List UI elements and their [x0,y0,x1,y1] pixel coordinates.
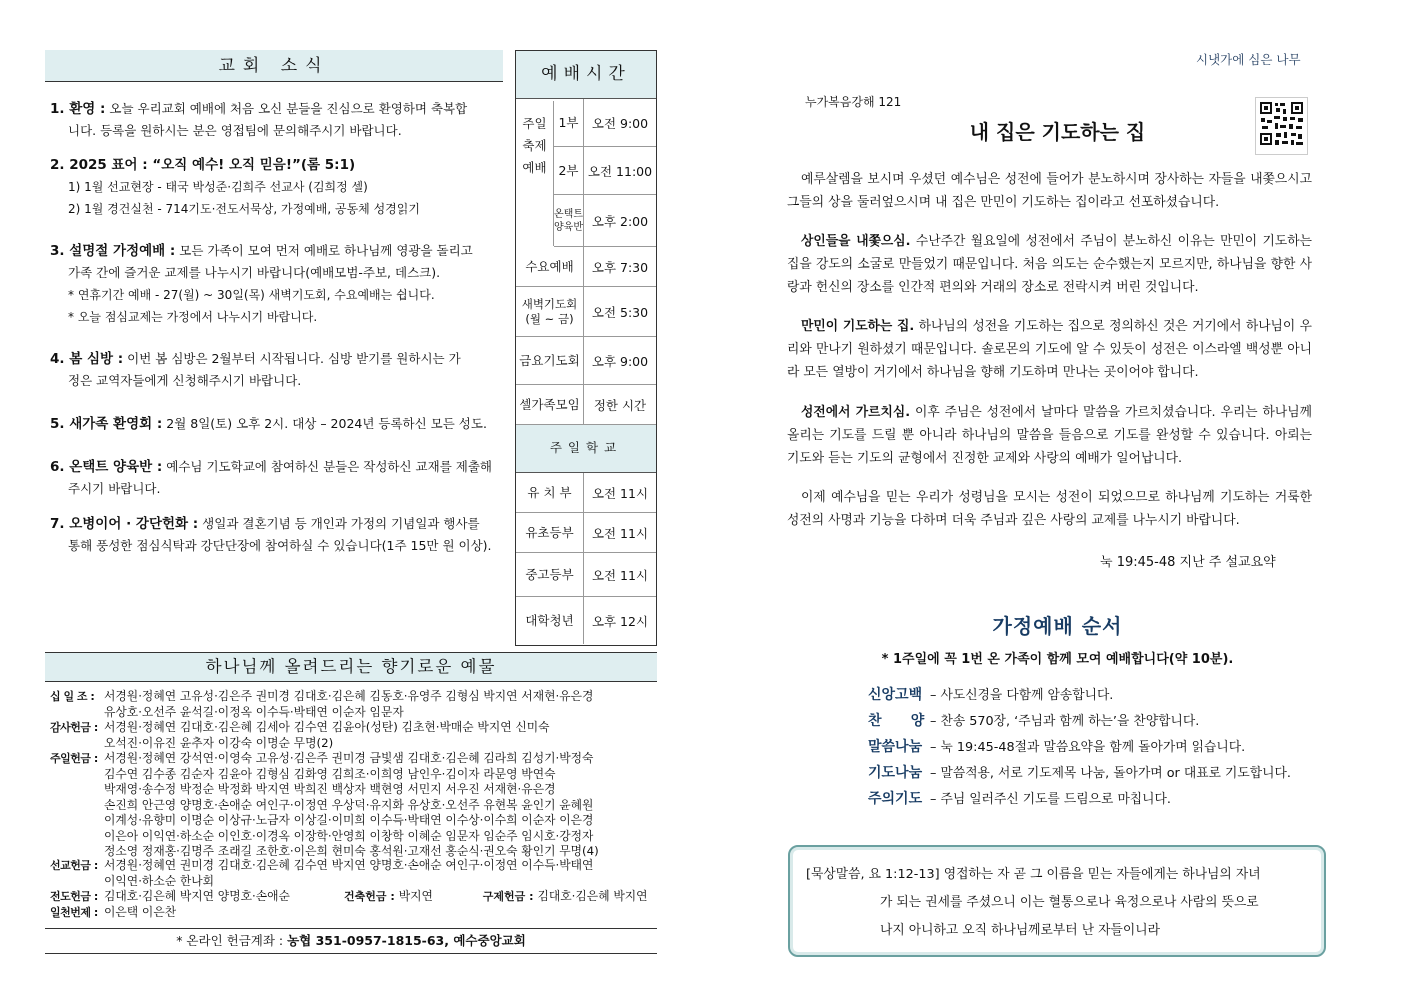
sermon-text: 이후 주님은 성전에서 날마다 말씀을 가르치셨습니다. 우리는 하나님께 올리는 기도를 드릴 뿐 아니라 하나님의 말씀을 들음으로 기도를 완성할 수 있습니다. 아뢰는 기도와 듣는 기도의 균형에서 진정한 교제와 사랑의 예배가 일어납니다. [787,405,1312,466]
offering-names [104,689,660,720]
news-item-cont: 니다. 등록을 원하시는 분은 영접팀에 문의해주시기 바랍니다. [68,123,402,138]
offering-header: 하나님께 올려드리는 향기로운 예물 [45,652,657,682]
sermon-title: 내 집은 기도하는 집 [969,120,1146,144]
schedule-label: 중고등부 [516,553,584,596]
offering-line: 이은아 이익연·하소순 이인호·이경옥 이장학·안영희 이창학 이혜순 임문자 임순주 임시호·강정자 [104,828,594,843]
news-item-ontact [50,456,500,500]
sermon-paragraph [787,401,1312,470]
sermon-reference: 눅 19:45-48 지난 주 설교요약 [1100,555,1276,570]
offering-misc [50,889,660,905]
sermon-heading: 만민이 기도하는 집. [801,319,915,334]
offering-names [104,858,660,889]
account-prefix: * 온라인 헌금계좌 : [176,933,284,948]
news-item-sub: * 연휴기간 예배 - 27(월) ~ 30일(목) 새벽기도회, 수요예배는 쉽니다. [68,288,435,302]
schedule-row [554,195,656,247]
schedule-time: 오전 11:00 [587,163,653,179]
news-item-text: 2월 8일(토) 오후 2시. 대상 – 2024년 등록하신 모든 성도. [166,416,487,431]
offering-line: 손진희 안근영 양명호·손애순 여인구·이정연 우상덕·유지화 유상호·오선주 유현복 윤인기 윤혜원 [104,797,594,812]
schedule-header: 예배시간 [516,51,656,99]
news-item-sub: 1) 1월 선교현장 - 태국 박성준·김희주 선교사 (김희정 셀) [68,180,368,194]
offering-names [104,751,660,860]
worship-step-text: – 찬송 570장, ‘주님과 함께 하는’을 찬양합니다. [930,714,1200,729]
schedule-label: 금요기도회 [516,337,584,384]
schedule-row [516,337,656,385]
worship-step [868,762,1291,782]
offering-thanks [50,720,660,751]
sermon-text: 수난주간 월요일에 성전에서 주님이 분노하신 이유는 만민이 기도하는 집을 강도의 소굴로 만들었기 때문입니다. 처음 의도는 순수했는지 모르지만, 하나님을 향한 사랑과 헌신의 장소를 인간적 편의와 거래의 장소로 전락시켜 버린 것입니다. [787,234,1312,295]
online-account [45,928,657,954]
worship-step [868,684,1113,704]
meditation-line: 나지 아니하고 오직 하나님께로부터 난 자들이니라 [880,923,1160,938]
news-item-title: 6. 온택트 양육반 : [50,459,163,475]
schedule-row [516,473,656,513]
news-item-cont: 주시기 바랍니다. [68,481,161,496]
sermon-text: 하나님의 성전을 기도하는 집으로 정의하신 것은 거기에서 하나님이 우리와 만나기 원하셨기 때문입니다. 솔로몬의 기도에 알 수 있듯이 성전은 이스라엘 백성뿐 아니라 모든 열방이 거기에서 하나님을 향해 기도하며 만나는 곳이어야 합니다. [787,319,1313,380]
offering-label: 주일헌금 : [50,752,98,765]
sermon-paragraph [787,230,1312,299]
news-item-title: 7. 오병이어 · 강단헌화 : [50,516,199,532]
schedule-time: 오후 9:00 [591,353,649,369]
news-item-cont: 정은 교역자들에게 신청해주시기 바랍니다. [68,373,302,388]
schedule-label: 유 치 부 [516,473,584,512]
schedule-label: 2부 [554,147,584,194]
schedule-label: 수요예배 [516,247,584,286]
sunday-school-header: 주일학교 [516,425,656,473]
sermon-series: 누가복음강해 121 [805,95,902,109]
worship-step-name: 주의기도 [868,791,923,807]
offering-line: 박재영·송수정 박정순 박정화 박지연 박희진 백상자 백현영 서민지 서우진 서재현·유은경 [104,782,556,796]
sermon-heading: 성전에서 가르치심. [801,405,911,420]
schedule-row [554,99,656,147]
worship-step-text: – 사도신경을 다함께 암송합니다. [930,688,1114,703]
offering-tithe [50,689,660,720]
schedule-time: 오전 11시 [591,567,649,583]
schedule-time: 오후 12시 [591,613,649,629]
schedule-label: 유초등부 [516,513,584,552]
meditation-verse-box [788,845,1326,957]
offering-line: 서경원·정혜연 김대호·김은혜 김세아 김수연 김윤아(성탄) 김초현·박매순 박지연 신미숙 [104,720,550,734]
news-item-title: 2. 2025 표어 : “오직 예수! 오직 믿음!”(롬 5:1) [50,157,356,173]
offering-line: 이계성·유향미 이명순 이상규·노금자 이상길·이미희 이수득·박태연 이수상·이수희 이순자 이은경 [104,813,594,827]
schedule-row [516,513,656,553]
schedule-time: 정한 시간 [593,397,647,413]
offering-line: 유상호·오선주 윤석길·이정옥 이수득·박태연 이순자 임문자 [104,704,404,719]
news-item-title: 1. 환영 : [50,101,106,117]
news-item-motto [50,154,500,220]
news-item-newcomer [50,413,500,435]
news-item-text: 예수님 기도학교에 참여하신 분들은 작성하신 교재를 제출해 [166,459,492,474]
news-item-text: 생일과 결혼기념 등 개인과 가정의 기념일과 행사를 [202,516,480,531]
worship-step-name: 말씀나눔 [868,739,923,755]
offering-names: 이은택 이은찬 [104,905,177,919]
news-item-text: 이번 봄 심방은 2월부터 시작됩니다. 심방 받기를 원하시는 가 [127,351,461,366]
offering-line: 서경원·정혜연 고유성·김은주 권미경 김대호·김은혜 김동호·유영주 김형심 박지연 서재현·유은경 [104,689,594,703]
offering-names [104,889,660,905]
schedule-time: 오전 9:00 [591,115,649,131]
offering-line: 서경원·정혜연 권미경 김대호·김은혜 김수연 박지연 양명호·손애순 여인구·이정연 이수득·박태연 [104,858,594,872]
meditation-line: [묵상말씀, 요 1:12-13] 영접하는 자 곧 그 이름을 믿는 자들에게는 하나님의 자녀 [806,867,1261,882]
offering-label: 감사헌금 : [50,721,98,734]
schedule-row [516,287,656,337]
schedule-row [516,385,656,425]
news-item-holiday-worship [50,240,500,328]
news-item-cont: 가족 간에 즐거운 교제를 나누시기 바랍니다(예배모범-주보, 데스크). [68,265,441,280]
worship-schedule-table [515,50,657,646]
news-item-text: 모든 가족이 모여 먼저 예배로 하나님께 영광을 돌리고 [179,243,473,258]
offering-label: 건축헌금 : [344,890,395,903]
family-worship-title: 가정예배 순서 [992,614,1123,638]
sermon-paragraph [787,315,1312,384]
qr-code-icon [1255,97,1308,155]
worship-step-text: – 눅 19:45-48절과 말씀요약을 함께 돌아가며 읽습니다. [930,740,1246,755]
worship-step-text: – 주님 일러주신 기도를 드림으로 마칩니다. [930,792,1171,807]
schedule-label: 1부 [554,99,584,146]
sunday-worship-label: 주일 축제 예배 [516,101,554,246]
schedule-time: 오전 5:30 [591,304,649,320]
offering-line: 오석진·이유진 윤추자 이강숙 이명순 무명(2) [104,735,334,750]
worship-step [868,710,1199,730]
offering-line: 김수연 김수종 김순자 김윤아 김형심 김화영 김희조·이희영 남인우·김이자 라문영 박연숙 [104,766,556,781]
family-worship-note: * 1주일에 꼭 1번 온 가족이 함께 모여 예배합니다(약 10분). [881,652,1234,667]
worship-step [868,736,1245,756]
offering-relief: 김대호·김은혜 박지연 [537,889,648,903]
worship-step-name: 찬 양 [868,713,925,729]
schedule-label: 대학청년 [516,597,584,644]
offering-building: 박지연 [398,889,433,903]
offering-label: 십 일 조 : [50,690,95,703]
sermon-paragraph: 예루살렘을 보시며 우셨던 예수님은 성전에 들어가 분노하시며 장사하는 자들을 내쫓으시고 그들의 상을 둘러엎으시며 내 집은 만민이 기도하는 집이라고 선포하셨습니다. [787,172,1312,210]
offering-label: 전도헌금 : [50,890,98,903]
schedule-row [516,597,656,644]
news-item-welcome [50,98,500,142]
news-item-title: 5. 새가족 환영회 : [50,416,163,432]
worship-step [868,788,1171,808]
schedule-time: 오후 2:00 [591,213,649,229]
bulletin-name: 시냇가에 심은 나무 [1196,52,1301,67]
offering-line: 정소영 정재홍·김명주 조래길 조한호·이은희 현미숙 홍석원·고재선 홍순식·권오숙 황인기 무명(4) [104,844,599,858]
schedule-time: 오전 11시 [591,485,649,501]
schedule-label: 새벽기도회 (월 ~ 금) [516,287,584,336]
schedule-row [516,553,656,597]
news-item-spring-visit [50,348,500,392]
news-item-flowers [50,513,500,557]
account-number: 농협 351-0957-1815-63, 예수중앙교회 [287,933,526,948]
schedule-row [516,247,656,287]
news-item-sub: 2) 1월 경건실천 - 714기도·전도서묵상, 가정예배, 공동체 성경읽기 [68,202,420,216]
schedule-label: 셀가족모임 [516,385,584,424]
schedule-label: 온택트 양육반 [554,195,584,246]
sermon-paragraph: 이제 예수님을 믿는 우리가 성령님을 모시는 성전이 되었으므로 하나님께 기도하는 거룩한 성전의 사명과 기능을 다하며 더욱 주님과 깊은 사랑의 교제를 나누시기 바랍니다. [787,490,1312,528]
worship-step-name: 기도나눔 [868,765,923,781]
news-item-title: 4. 봄 심방 : [50,351,124,367]
worship-step-name: 신앙고백 [868,687,923,703]
schedule-row [554,147,656,195]
offering-label: 선교헌금 : [50,859,98,872]
news-item-cont: 통해 풍성한 점심식탁과 강단단장에 참여하실 수 있습니다(1주 15만 원 이상). [68,538,492,553]
offering-sunday [50,751,660,860]
schedule-time: 오후 7:30 [591,259,649,275]
news-header: 교회 소식 [45,50,503,82]
offering-evangelism: 김대호·김은혜 박지연 양명호·손애순 [104,889,290,903]
offering-line: 이익연·하소순 한나회 [104,873,215,888]
schedule-time: 오전 11시 [591,525,649,541]
offering-names [104,720,660,751]
news-item-sub: * 오늘 점심교제는 가정에서 나누시기 바랍니다. [68,310,318,324]
offering-label: 구제헌금 : [482,890,534,903]
news-item-title: 3. 설명절 가정예배 : [50,243,176,259]
offering-line: 서경원·정혜연 강석연·이영숙 고유성·김은주 권미경 금빛샘 김대호·김은혜 김라희 김성기·박정숙 [104,751,594,765]
offering-mission [50,858,660,889]
news-item-text: 오늘 우리교회 예배에 처음 오신 분들을 진심으로 환영하며 축복합 [109,101,468,116]
sermon-heading: 상인들을 내쫓으심. [801,234,911,249]
offering-first [50,905,660,921]
worship-step-text: – 말씀적용, 서로 기도제목 나눔, 돌아가며 or 대표로 기도합니다. [930,766,1291,781]
meditation-line: 가 되는 권세를 주셨으니 이는 혈통으로나 육정으로나 사람의 뜻으로 [880,895,1259,910]
offering-label: 일천번제 : [50,906,98,919]
